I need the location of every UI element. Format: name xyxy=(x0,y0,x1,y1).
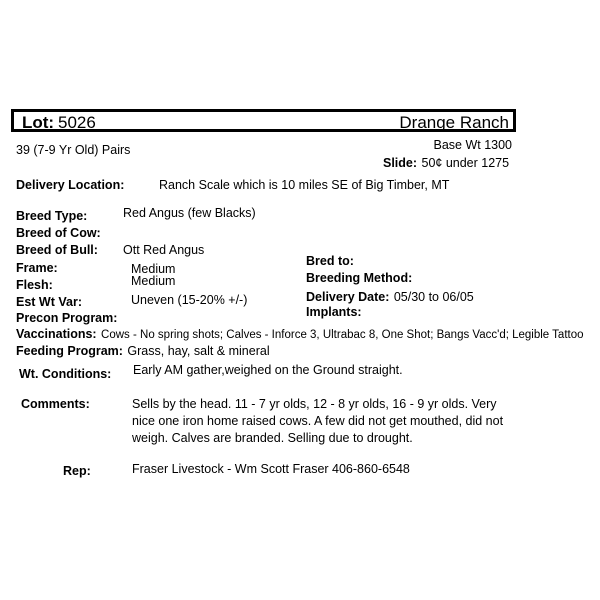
ranch-name: Drange Ranch xyxy=(399,113,509,132)
precon-program-label: Precon Program: xyxy=(16,311,118,325)
breed-of-bull-label: Breed of Bull: xyxy=(16,243,98,257)
breeding-method-label: Breeding Method: xyxy=(306,271,413,285)
rep-label: Rep: xyxy=(63,464,91,478)
delivery-date-value: 05/30 to 06/05 xyxy=(393,290,474,304)
delivery-location-value: Ranch Scale which is 10 miles SE of Big Timber, MT xyxy=(159,178,450,192)
base-weight: Base Wt 1300 xyxy=(433,138,512,152)
vaccinations-label: Vaccinations: xyxy=(16,327,97,341)
breed-type-value: Red Angus (few Blacks) xyxy=(123,206,256,220)
comments-line: weigh. Calves are branded. Selling due to drought. xyxy=(132,431,413,445)
slide-value: 50¢ under 1275 xyxy=(421,156,510,170)
breed-of-bull-value: Ott Red Angus xyxy=(123,243,205,257)
comments-line: nice one iron home raised cows. A few did not get mouthed, did not xyxy=(132,414,504,428)
wt-conditions-value: Early AM gather,weighed on the Ground straight. xyxy=(133,363,403,377)
delivery-location-label: Delivery Location: xyxy=(16,178,125,192)
breed-type-label: Breed Type: xyxy=(16,209,88,223)
frame-value: Medium xyxy=(131,262,176,276)
est-wt-var-value: Uneven (15-20% +/-) xyxy=(131,293,248,307)
est-wt-var-label: Est Wt Var: xyxy=(16,295,82,309)
comments-line: Sells by the head. 11 - 7 yr olds, 12 - 8 yr olds, 16 - 9 yr olds. Very xyxy=(132,397,497,411)
vaccinations-row xyxy=(16,325,584,343)
feeding-program-row xyxy=(16,342,270,360)
rep-value: Fraser Livestock - Wm Scott Fraser 406-860-6548 xyxy=(132,462,410,476)
slide-label: Slide: xyxy=(383,156,418,170)
breed-of-cow-label: Breed of Cow: xyxy=(16,226,101,240)
flesh-value: Medium xyxy=(131,274,176,288)
slide-row xyxy=(383,154,509,172)
delivery-date-row xyxy=(306,288,474,306)
wt-conditions-label: Wt. Conditions: xyxy=(19,367,112,381)
head-count: 39 (7-9 Yr Old) Pairs xyxy=(16,143,131,157)
frame-label: Frame: xyxy=(16,261,58,275)
feeding-program-value: Grass, hay, salt & mineral xyxy=(127,344,270,358)
vaccinations-value: Cows - No spring shots; Calves - Inforce 3, Ultrabac 8, One Shot; Bangs Vacc'd; Legible Tattoo xyxy=(101,329,584,341)
flesh-label: Flesh: xyxy=(16,278,53,292)
lot-label: Lot: xyxy=(22,113,55,132)
implants-label: Implants: xyxy=(306,305,362,319)
feeding-program-label: Feeding Program: xyxy=(16,344,123,358)
lot-number: 5026 xyxy=(58,113,96,132)
lot-header-box xyxy=(11,109,516,132)
comments-label: Comments: xyxy=(21,397,90,411)
delivery-date-label: Delivery Date: xyxy=(306,290,390,304)
bred-to-label: Bred to: xyxy=(306,254,354,268)
